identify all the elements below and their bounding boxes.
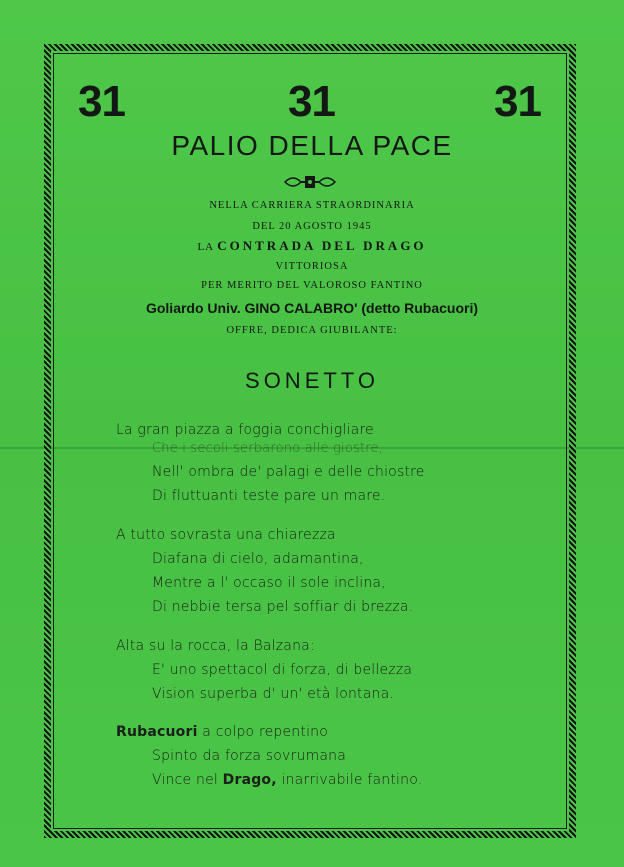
bold-word-rubacuori: Rubacuori (116, 724, 198, 740)
text-offre: OFFRE, DEDICA GIUBILANTE: (226, 325, 398, 336)
verse-line: Alta su la rocca, la Balzana: (116, 638, 315, 654)
verse-line (116, 724, 328, 740)
verse-text: inarrivabile fantino. (281, 772, 423, 788)
verse-line: Di fluttuanti teste pare un mare. (152, 488, 386, 504)
verse-line: E' uno spettacol di forza, di bellezza (152, 662, 413, 678)
verse-line: Vision superba d' un' età lontana. (152, 686, 395, 702)
number-center: 31 (288, 77, 335, 126)
verse-line: Diafana di cielo, adamantina, (152, 551, 364, 567)
verse-line: La gran piazza a foggia conchigliare (116, 422, 374, 438)
text-contrada-name: CONTRADA DEL DRAGO (217, 238, 427, 253)
verse-line: Di nebbie tersa pel soffiar di brezza. (152, 599, 414, 615)
text-la: LA (197, 241, 214, 253)
number-left: 31 (78, 77, 125, 126)
text-contrada (0, 238, 624, 254)
text-carriera: NELLA CARRIERA STRAORDINARIA (209, 200, 415, 211)
verse-line: Mentre a l' occaso il sole inclina, (152, 575, 386, 591)
verse-text: Vince nel (152, 772, 218, 788)
verse-line: Nell' ombra de' palagi e delle chiostre (152, 464, 425, 480)
verse-line: A tutto sovrasta una chiarezza (116, 527, 336, 543)
text-vittoriosa: VITTORIOSA (275, 261, 349, 272)
text-merito: PER MERITO DEL VALOROSO FANTINO (201, 280, 423, 291)
verse-line: Che i secoli serbarono alle giostre, (152, 441, 384, 456)
text-date: DEL 20 AGOSTO 1945 (252, 221, 372, 232)
bold-word-drago: Drago, (222, 772, 277, 788)
page-title: PALIO DELLA PACE (171, 130, 453, 161)
number-right: 31 (494, 77, 541, 126)
section-heading: SONETTO (245, 368, 379, 393)
text-goliardo: Goliardo Univ. GINO CALABRO' (detto Rubacuori) (145, 300, 479, 316)
verse-line: Spinto da forza sovrumana (152, 748, 347, 764)
verse-text: a colpo repentino (202, 724, 329, 740)
ornament-icon (283, 172, 337, 192)
verse-line (152, 772, 422, 788)
